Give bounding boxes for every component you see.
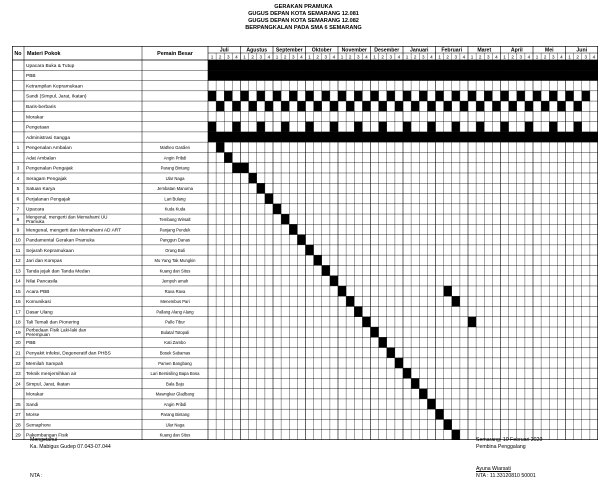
filled-week-cell (281, 101, 289, 111)
week-number: 3 (292, 54, 295, 60)
filled-week-cell (444, 286, 452, 296)
row-number: 9 (16, 228, 20, 234)
filled-week-cell (232, 101, 240, 111)
week-number: 4 (365, 54, 368, 60)
week-number: 2 (348, 54, 352, 60)
filled-week-cell (216, 142, 224, 152)
row-pemain: Mu Yang Tak Mungkin (154, 258, 196, 264)
row-materi: Upacara (26, 207, 45, 213)
header-line-3: GUGUS DEPAN KOTA SEMARANG 12.082 (248, 18, 359, 24)
filled-week-cell (574, 122, 582, 132)
week-number: 4 (462, 54, 466, 60)
week-number: 1 (308, 54, 311, 60)
filled-week-cell (403, 368, 411, 378)
week-number: 1 (405, 54, 409, 60)
month-label: Agustus (246, 47, 268, 54)
row-number: 22 (15, 361, 21, 367)
week-number: 1 (568, 54, 571, 60)
filled-week-cell (427, 399, 435, 409)
week-number: 1 (210, 54, 214, 60)
filled-week-cell (460, 101, 468, 111)
filled-week-cell (476, 122, 484, 132)
week-number: 4 (430, 54, 433, 60)
filled-week-cell (224, 152, 232, 162)
filled-week-cell (476, 101, 484, 111)
row-pemain: Pallang Alang Alang (156, 309, 194, 315)
row-number: 29 (15, 433, 21, 439)
month-label: April (510, 47, 523, 54)
week-number: 2 (316, 54, 319, 60)
month-label: September (275, 47, 303, 54)
row-pemain: Mawngkar Gladbang (155, 391, 195, 397)
row-pemain: Jempuh amah (161, 278, 189, 284)
row-materi: Pengenalan Pengajak (26, 166, 73, 172)
row-materi: Teknik menjernihkan air (26, 372, 77, 378)
filled-week-cell (241, 163, 249, 173)
row-number: 6 (16, 197, 20, 203)
row-materi: Pengenalan Ambalan (26, 146, 72, 152)
filled-week-cell (371, 91, 379, 101)
filled-week-cell (419, 91, 427, 101)
row-materi: Tanda jejak dan Tanda Medan (26, 269, 90, 275)
filled-week-cell (525, 122, 533, 132)
week-number: 3 (259, 54, 263, 60)
filled-week-cell (557, 101, 565, 111)
week-number: 4 (235, 54, 238, 60)
row-materi: Pengetaan (26, 125, 50, 131)
row-materi: Sandi (26, 402, 39, 408)
row-materi: Pakembangan Fisik (26, 433, 69, 439)
column-header-materi: Materi Pokok (27, 51, 61, 57)
week-number: 4 (592, 54, 596, 60)
row-number: 25 (15, 402, 21, 408)
filled-week-cell (362, 101, 370, 111)
row-materi: Pandamental Gerakan Pramuka (26, 238, 95, 244)
filled-week-cell (265, 101, 273, 111)
filled-week-cell (501, 122, 509, 132)
week-number: 4 (495, 54, 498, 60)
row-materi: Morakar (26, 115, 44, 121)
footer-pembina: Pembina Penggalang (476, 444, 526, 450)
filled-week-cell (265, 194, 273, 204)
row-materi: Penyakit Infeksi, Degeneratif dan PHBS (26, 351, 111, 357)
row-number: 27 (15, 413, 21, 419)
filled-week-cell (492, 101, 500, 111)
row-materi: Adat Ambalan (26, 156, 56, 162)
footer-place-date: Semarang, 10 Februari 2020 (476, 437, 543, 443)
week-number: 3 (389, 54, 393, 60)
week-number: 1 (535, 54, 539, 60)
filled-week-cell (330, 276, 338, 286)
row-materi: Ketrampilan Kepramukaan (26, 84, 83, 90)
week-number: 2 (283, 54, 287, 60)
row-number: 14 (15, 279, 21, 285)
row-pemain: Kuang dan Situs (159, 268, 191, 274)
row-materi: Nilai Pancasila (26, 279, 58, 285)
month-label: Februari (441, 47, 463, 54)
week-number: 4 (267, 54, 271, 60)
filled-week-cell (436, 409, 444, 419)
filled-week-cell (241, 91, 249, 101)
filled-week-cell (427, 101, 435, 111)
filled-week-cell (354, 306, 362, 316)
filled-week-cell (289, 224, 297, 234)
filled-week-cell (362, 317, 370, 327)
row-pemain: Panjang Pendek (159, 227, 191, 233)
filled-week-cell (419, 389, 427, 399)
row-pemain: Angin Pribdi (163, 401, 187, 407)
filled-week-cell (468, 91, 476, 101)
row-pemain: Ular Naga (165, 422, 185, 428)
column-header-pemain: Pemain Besar (157, 51, 193, 57)
row-materi: Dasar Ulang (26, 310, 53, 316)
filled-week-cell (379, 101, 387, 111)
row-number: 21 (15, 351, 21, 357)
row-materi: PBB (26, 74, 36, 80)
row-materi: Memilah Sampah (26, 361, 64, 367)
filled-week-cell (444, 101, 452, 111)
filled-week-cell (224, 91, 232, 101)
filled-week-cell (273, 204, 281, 214)
row-number: 7 (16, 207, 20, 213)
row-materi-line: Mengenal, mengerti dan Memahami UU (26, 214, 108, 220)
row-number: 1 (16, 146, 20, 152)
week-number: 4 (527, 54, 531, 60)
week-number: 1 (275, 54, 279, 60)
week-number: 1 (503, 54, 506, 60)
row-materi: Sandi (Simpul, Jarat, Ikatan) (26, 94, 87, 100)
filled-week-cell (346, 296, 354, 306)
filled-week-cell (517, 91, 525, 101)
row-pemain: Kuda Kuda (164, 206, 186, 212)
week-number: 2 (218, 54, 222, 60)
week-number: 2 (511, 54, 514, 60)
filled-week-cell (338, 91, 346, 101)
filled-week-cell (549, 122, 557, 132)
filled-week-cell (574, 101, 582, 111)
row-number: 3 (16, 166, 20, 172)
week-number: 3 (324, 54, 328, 60)
row-pemain: Pamen Bangbang (158, 360, 192, 366)
row-number: 15 (15, 289, 21, 295)
filled-week-cell (411, 378, 419, 388)
filled-week-cell (232, 163, 240, 173)
filled-week-cell (338, 286, 346, 296)
filled-week-cell (403, 91, 411, 101)
month-label: Desember (374, 47, 400, 54)
month-label: Juni (576, 47, 588, 54)
row-materi: Semaphore (26, 423, 51, 429)
month-label: Januari (410, 47, 429, 54)
filled-week-cell (354, 91, 362, 101)
row-number: 19 (15, 330, 21, 336)
row-materi: Komunikasi (26, 300, 51, 306)
row-pemain: Menembus Pari (160, 299, 190, 305)
header-line-4: BERPANGKALAN PADA SMA 6 SEMARANG (245, 25, 362, 31)
row-number: 18 (15, 320, 21, 326)
filled-week-cell (306, 122, 314, 132)
column-header-no: No (14, 51, 22, 57)
row-pemain: Bosek Sabamas (159, 350, 191, 356)
footer-signer-name: Ayuna Wiarsati (476, 466, 511, 472)
row-number: 16 (15, 300, 21, 306)
row-pemain: Jembatan Manuma (157, 186, 193, 192)
week-number: 3 (584, 54, 588, 60)
row-number: 23 (15, 372, 21, 378)
row-materi: Mengenal, mengerti dan Memahami AD ART (26, 228, 122, 234)
week-number: 1 (438, 54, 441, 60)
filled-week-cell (379, 122, 387, 132)
filled-week-cell (541, 101, 549, 111)
row-number: 8 (16, 217, 20, 223)
filled-week-cell (452, 430, 460, 440)
schedule-grid (12, 46, 598, 440)
week-number: 2 (381, 54, 384, 60)
filled-week-cell (509, 101, 517, 111)
filled-week-cell (322, 265, 330, 275)
week-number: 2 (576, 54, 579, 60)
filled-week-cell (297, 101, 305, 111)
filled-week-cell (533, 91, 541, 101)
week-number: 2 (251, 54, 254, 60)
week-number: 4 (300, 54, 303, 60)
filled-week-cell (216, 101, 224, 111)
filled-week-cell (314, 101, 322, 111)
filled-week-cell (452, 296, 460, 306)
row-materi: Acara PBB (26, 289, 50, 295)
row-materi: Satuan Karya (26, 187, 56, 193)
filled-week-cell (379, 337, 387, 347)
filled-week-cell (387, 91, 395, 101)
filled-week-cell (395, 101, 403, 111)
filled-week-cell (257, 183, 265, 193)
row-number: 12 (15, 259, 21, 265)
week-number: 2 (413, 54, 417, 60)
row-pemain: Lari Bersisiling Bapa Bosa (150, 371, 200, 377)
row-number: 28 (15, 423, 21, 429)
row-materi-line: Perempuan (26, 331, 50, 337)
week-number: 1 (373, 54, 376, 60)
row-materi: Administrasi Sangga (26, 135, 70, 141)
week-number: 3 (227, 54, 230, 60)
row-pemain: Tembang Wirsalt (159, 216, 191, 222)
filled-week-cell (468, 317, 476, 327)
row-materi: Perjalanan Pengajak (26, 197, 71, 203)
row-materi-line: Perbedaan Fisik Laki-laki dan (26, 327, 87, 333)
filled-week-cell (444, 419, 452, 429)
header-line-2: GUGUS DEPAN KOTA SEMARANG 12.081 (248, 11, 359, 17)
filled-week-cell (330, 122, 338, 132)
filled-week-cell (427, 122, 435, 132)
row-materi: Morse (26, 413, 40, 419)
row-pemain: Parang Bintang (160, 165, 190, 171)
row-number: 10 (15, 238, 21, 244)
filled-week-cell (582, 91, 590, 101)
filled-week-cell (395, 358, 403, 368)
month-label: Oktober (311, 47, 332, 54)
filled-week-cell (436, 91, 444, 101)
filled-week-cell (306, 91, 314, 101)
footer-right-nta: NTA : 11.33120810 50001 (476, 473, 536, 479)
filled-week-cell (314, 255, 322, 265)
row-number: 11 (15, 248, 21, 254)
week-number: 2 (543, 54, 547, 60)
filled-week-cell (281, 122, 289, 132)
week-number: 3 (552, 54, 555, 60)
row-pemain: Angin Pribdi (163, 155, 187, 161)
filled-week-cell (208, 122, 216, 132)
row-pemain: Ular Naga (165, 175, 185, 181)
week-number: 1 (470, 54, 474, 60)
week-number: 1 (243, 54, 246, 60)
filled-week-cell (289, 91, 297, 101)
filled-week-cell (501, 91, 509, 101)
row-materi-line: Pramuka (26, 218, 45, 224)
row-pemain: Lari Bulang (164, 196, 186, 202)
filled-week-cell (354, 122, 362, 132)
filled-week-cell (452, 91, 460, 101)
week-number: 3 (454, 54, 458, 60)
row-pemain: Rava Rava (164, 288, 186, 294)
week-number: 4 (560, 54, 563, 60)
filled-week-cell (257, 122, 265, 132)
footer-mabigus: Ka. Mabigus Gudep 07.043-07.044 (30, 444, 111, 450)
filled-week-cell (403, 122, 411, 132)
filled-week-cell (297, 235, 305, 245)
filled-week-cell (346, 101, 354, 111)
row-materi: Morakar (26, 392, 44, 398)
row-materi: Seragam Pengajak (26, 176, 67, 182)
filled-week-cell (387, 348, 395, 358)
row-pemain: Orang Bali (165, 247, 185, 253)
row-number: 20 (15, 341, 21, 347)
month-label: Mei (544, 47, 554, 54)
row-number: 17 (15, 310, 21, 316)
filled-week-cell (232, 122, 240, 132)
month-label: November (341, 47, 367, 54)
row-materi: Baris-berbaris (26, 105, 56, 111)
row-number: 4 (16, 176, 20, 182)
week-number: 1 (340, 54, 344, 60)
filled-week-cell (281, 214, 289, 224)
filled-week-cell (208, 91, 216, 101)
row-pemain: Bulatal Totopali (160, 329, 190, 335)
week-number: 2 (446, 54, 449, 60)
row-materi: Upacara Buka & Tutup (26, 63, 75, 69)
row-pemain: Bala Baju (166, 381, 184, 387)
filled-week-cell (566, 91, 574, 101)
row-materi: Jari dan Kompas (26, 259, 62, 265)
row-pemain: Panggun Danas (159, 237, 191, 243)
filled-week-cell (549, 91, 557, 101)
footer-left-nta: NTA : (30, 473, 43, 479)
month-label: Juli (219, 47, 229, 54)
header-line-1: GERAKAN PRAMUKA (274, 4, 333, 10)
row-number: 24 (15, 382, 21, 388)
filled-week-cell (411, 101, 419, 111)
week-number: 3 (357, 54, 360, 60)
row-materi: Tali Temali dan Pionering (26, 320, 80, 326)
filled-week-cell (249, 173, 257, 183)
week-number: 3 (422, 54, 425, 60)
filled-week-cell (273, 91, 281, 101)
month-label: Maret (477, 47, 492, 54)
row-number: 13 (15, 269, 21, 275)
row-pemain: Matheo Gardien (159, 145, 191, 151)
filled-week-cell (371, 327, 379, 337)
filled-week-cell (249, 101, 257, 111)
row-number: 5 (16, 187, 20, 193)
row-materi: Sejarah Kepramukaan (26, 248, 74, 254)
filled-week-cell (484, 91, 492, 101)
filled-week-cell (322, 91, 330, 101)
filled-week-cell (306, 245, 314, 255)
filled-week-cell (257, 91, 265, 101)
week-number: 2 (478, 54, 482, 60)
row-pemain: Parang Bintang (160, 412, 190, 418)
week-number: 4 (397, 54, 401, 60)
row-pemain: Kuang dan Situs (159, 432, 191, 438)
week-number: 3 (487, 54, 490, 60)
filled-week-cell (525, 101, 533, 111)
filled-week-cell (330, 101, 338, 111)
row-pemain: Pallo Tibur (165, 319, 185, 325)
filled-week-cell (452, 122, 460, 132)
week-number: 3 (519, 54, 523, 60)
row-materi: Simpul, Jarat, Ikatan (26, 382, 70, 388)
footer-acknowledged: Mengetahui (30, 437, 58, 443)
row-materi: PBB (26, 341, 36, 347)
week-number: 4 (332, 54, 336, 60)
row-pemain: Kati Zambo (164, 340, 186, 346)
